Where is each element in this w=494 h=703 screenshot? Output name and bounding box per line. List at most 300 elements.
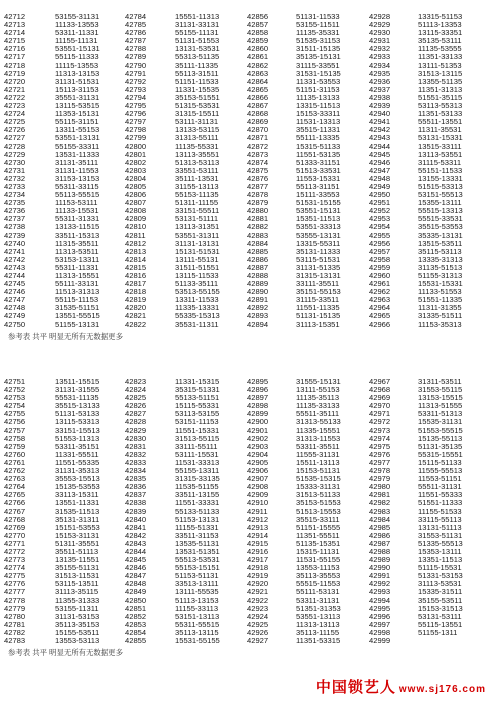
- table-cell: 51135-15351: [296, 539, 341, 548]
- table-cell: 35515-13133: [55, 402, 100, 411]
- table-cell: 11551-15331: [175, 426, 220, 435]
- table-cell: 53551-13131: [55, 134, 100, 143]
- table-cell: 35131-11333: [296, 247, 341, 256]
- table-cell: 42864: [247, 77, 269, 86]
- table-cell: 35153-51551: [175, 93, 220, 102]
- table-cell: 42860: [247, 45, 269, 54]
- table-cell: 42838: [125, 499, 147, 508]
- table-cell: 42946: [369, 158, 391, 167]
- table-cell: 35151-55153: [296, 288, 341, 297]
- table-cell: 11513-31313: [55, 288, 100, 297]
- table-cell: 42712: [4, 13, 26, 21]
- table-cell: 42799: [125, 134, 147, 143]
- table-cell: 31131-35111: [55, 158, 99, 167]
- table-cell: 42814: [125, 255, 147, 264]
- table-cell: 31313-11553: [296, 434, 341, 443]
- table-cell: 33151-15513: [55, 426, 100, 435]
- table-cell: 15113-31153: [55, 85, 99, 94]
- table-cell: 15153-51131: [296, 467, 341, 476]
- table-cell: 51333-31151: [296, 158, 341, 167]
- table-cell: 42968: [369, 386, 391, 395]
- table-cell: 42928: [369, 13, 391, 21]
- table-cell: 33511-15313: [55, 231, 100, 240]
- table-cell: 15153-33311: [296, 110, 341, 119]
- table-cell: 11313-51555: [418, 402, 463, 411]
- table-cell: 55515-11553: [296, 580, 341, 589]
- table-cell: 11531-33313: [175, 458, 220, 467]
- table-cell: 53311-31131: [296, 596, 340, 605]
- table-cell: 42835: [125, 475, 147, 484]
- table-cell: 11335-15551: [296, 426, 341, 435]
- table-cell: 42720: [4, 77, 26, 86]
- table-cell: 42730: [4, 158, 26, 167]
- table-cell: 53151-13113: [175, 612, 220, 621]
- table-cell: 35131-31311: [55, 515, 100, 524]
- table-cell: 53155-11311: [55, 604, 99, 613]
- table-cell: 42909: [247, 491, 269, 500]
- upper-caption: 参考表 共平 明显无所有无数据更多: [8, 331, 123, 341]
- table-cell: 31131-35313: [55, 467, 100, 476]
- table-cell: 42771: [4, 539, 26, 548]
- table-cell: 15333-31131: [296, 483, 341, 492]
- table-cell: 53311-35511: [296, 442, 340, 451]
- table-cell: 42786: [125, 29, 147, 38]
- table-cell: 42933: [369, 53, 391, 62]
- table-cell: 42891: [247, 296, 269, 305]
- table-cell: 13111-55131: [175, 255, 219, 264]
- table-cell: 42845: [125, 556, 147, 565]
- table-cell: 53115-13511: [55, 580, 99, 589]
- table-cell: 42935: [369, 69, 391, 78]
- table-cell: 42807: [125, 199, 147, 208]
- table-cell: 42997: [369, 620, 391, 629]
- table-cell: 53151-55513: [418, 191, 463, 200]
- table-cell: 53551-31311: [175, 231, 220, 240]
- table-cell: 11331-53553: [296, 77, 341, 86]
- table-cell: 42763: [4, 475, 26, 484]
- table-cell: 42713: [4, 21, 26, 30]
- table-cell: 42886: [247, 255, 269, 264]
- table-cell: 42902: [247, 434, 269, 443]
- table-cell: 42760: [4, 450, 26, 459]
- table-cell: 42751: [4, 378, 26, 386]
- table-cell: 42779: [4, 604, 26, 613]
- table-cell: 31513-55115: [175, 434, 220, 443]
- table-cell: 55115-11153: [55, 296, 99, 305]
- table-cell: 55313-51135: [175, 53, 220, 62]
- table-cell: 15111-33553: [296, 191, 340, 200]
- table-cell: 11135-33133: [296, 402, 340, 411]
- table-cell: 42775: [4, 572, 26, 581]
- table-cell: 53131-53111: [418, 612, 462, 621]
- table-cell: 55311-33115: [55, 182, 99, 191]
- table-cell: 35113-35153: [55, 620, 100, 629]
- table-cell: 42764: [4, 483, 26, 492]
- table-cell: 42816: [125, 272, 147, 280]
- table-cell: 11153-35313: [418, 320, 462, 329]
- table-cell: 42871: [247, 134, 269, 143]
- table-cell: 42918: [247, 564, 269, 573]
- table-cell: 42798: [125, 126, 147, 135]
- table-cell: 42901: [247, 426, 269, 435]
- table-cell: 42840: [125, 515, 147, 524]
- table-cell: 33151-55511: [175, 207, 220, 216]
- table-cell: 35153-51553: [296, 499, 341, 508]
- table-cell: 11135-35331: [296, 29, 340, 38]
- table-cell: 13113-35551: [175, 150, 220, 159]
- table-cell: 42953: [369, 215, 391, 224]
- table-cell: 42726: [4, 126, 26, 135]
- table-cell: 42756: [4, 418, 26, 427]
- table-cell: 42801: [125, 150, 147, 159]
- table-cell: 42879: [247, 199, 269, 208]
- table-cell: 15151-53553: [55, 523, 100, 532]
- table-cell: 55531-11135: [55, 394, 99, 403]
- table-cell: 31131-33131: [175, 21, 220, 30]
- table-cell: 42939: [369, 102, 391, 111]
- table-cell: 53153-13311: [55, 255, 100, 264]
- table-cell: 42792: [125, 77, 147, 86]
- table-cell: 42905: [247, 458, 269, 467]
- table-cell: 42995: [369, 604, 391, 613]
- table-cell: 31313-55133: [296, 418, 341, 427]
- table-cell: 42800: [125, 142, 147, 151]
- table-cell: 11313-53511: [55, 247, 99, 256]
- table-cell: 11535-51155: [175, 483, 219, 492]
- table-cell: 31535-51151: [55, 304, 100, 313]
- table-cell: 42950: [369, 191, 391, 200]
- table-cell: 42867: [247, 102, 269, 111]
- table-cell: 55155-33311: [55, 142, 100, 151]
- table-cell: 42993: [369, 588, 391, 597]
- table-cell: 11351-53315: [296, 637, 341, 645]
- table-cell: 42972: [369, 418, 391, 427]
- table-cell: 42822: [125, 320, 147, 329]
- table-cell: 35515-53553: [418, 223, 463, 232]
- table-cell: 15551-11313: [175, 13, 220, 21]
- table-cell: 31155-13113: [175, 182, 219, 191]
- table-cell: 42820: [125, 304, 147, 313]
- table-cell: 42914: [247, 531, 269, 540]
- table-cell: 42745: [4, 280, 26, 289]
- table-cell: 42733: [4, 182, 26, 191]
- table-cell: 11353-15131: [55, 110, 100, 119]
- table-cell: 42791: [125, 69, 147, 78]
- table-cell: 31513-51133: [296, 491, 341, 500]
- table-cell: 42734: [4, 191, 26, 200]
- table-cell: [418, 637, 488, 645]
- table-cell: 42778: [4, 596, 26, 605]
- table-cell: 42727: [4, 134, 26, 143]
- table-cell: 11551-55333: [418, 491, 463, 500]
- upper-index-column-2: [125, 13, 175, 329]
- table-cell: 42797: [125, 118, 147, 127]
- table-cell: 42989: [369, 556, 391, 565]
- table-cell: 42747: [4, 296, 26, 305]
- table-cell: 55113-31151: [296, 182, 340, 191]
- table-cell: 13551-11331: [55, 499, 100, 508]
- table-cell: 42900: [247, 418, 269, 427]
- table-cell: 35113-13115: [175, 628, 219, 637]
- table-cell: 11153-53111: [55, 199, 98, 208]
- table-cell: 55133-51151: [175, 394, 220, 403]
- table-cell: 42943: [369, 134, 391, 143]
- table-cell: 42732: [4, 174, 26, 183]
- table-cell: 51131-15135: [296, 312, 341, 321]
- table-cell: 42858: [247, 29, 269, 38]
- table-cell: 42752: [4, 386, 26, 395]
- table-cell: 42887: [247, 263, 269, 272]
- table-cell: 15531-15331: [418, 280, 463, 289]
- table-cell: 13133-53115: [175, 126, 220, 135]
- lower-code-column-2: [175, 378, 247, 645]
- table-cell: 42979: [369, 475, 391, 484]
- table-cell: 42770: [4, 531, 26, 540]
- table-cell: 51313-53113: [175, 158, 220, 167]
- table-cell: 11551-11335: [296, 304, 340, 313]
- table-cell: 42985: [369, 523, 391, 532]
- table-cell: 53113-53155: [175, 410, 220, 419]
- table-cell: 51151-11533: [175, 77, 219, 86]
- table-cell: 51535-15315: [296, 475, 341, 484]
- table-cell: 42821: [125, 312, 147, 321]
- table-cell: 51553-11313: [55, 434, 100, 443]
- table-cell: 42976: [369, 450, 391, 459]
- table-cell: 51335-55513: [418, 539, 463, 548]
- table-cell: 55115-13551: [418, 620, 463, 629]
- table-cell: 13115-33351: [418, 29, 463, 38]
- table-cell: 55155-11131: [175, 29, 219, 38]
- table-cell: 15315-11131: [296, 547, 340, 556]
- table-cell: 42988: [369, 547, 391, 556]
- table-cell: 42836: [125, 483, 147, 492]
- table-cell: 42818: [125, 288, 147, 297]
- lower-code-column-4: [418, 378, 488, 645]
- table-cell: 42870: [247, 126, 269, 135]
- table-cell: 35155-51131: [55, 564, 100, 573]
- table-cell: 42757: [4, 426, 26, 435]
- table-cell: 42977: [369, 458, 391, 467]
- table-cell: 42724: [4, 110, 26, 119]
- table-cell: 42865: [247, 85, 269, 94]
- lower-grid: [4, 378, 492, 645]
- table-cell: 42897: [247, 394, 269, 403]
- table-cell: 42861: [247, 53, 269, 62]
- table-cell: 42862: [247, 61, 269, 70]
- table-cell: 35113-11155: [296, 628, 340, 637]
- table-cell: 55155-13311: [175, 467, 220, 476]
- table-cell: 42830: [125, 434, 147, 443]
- table-cell: 42929: [369, 21, 391, 30]
- table-cell: 11555-55513: [418, 467, 463, 476]
- table-cell: 42783: [4, 637, 26, 645]
- lower-index-column-3: [247, 378, 296, 645]
- table-cell: 15351-11513: [296, 215, 341, 224]
- table-cell: 42759: [4, 442, 26, 451]
- table-cell: 42913: [247, 523, 269, 532]
- table-cell: 13315-11513: [296, 102, 341, 111]
- table-cell: 51131-11533: [296, 13, 340, 21]
- table-cell: 42863: [247, 69, 269, 78]
- table-cell: 11351-53133: [418, 110, 463, 119]
- table-cell: 42755: [4, 410, 26, 419]
- table-cell: 42785: [125, 21, 147, 30]
- table-cell: 42951: [369, 199, 391, 208]
- table-cell: 42777: [4, 588, 26, 597]
- site-watermark: [316, 676, 486, 697]
- table-cell: 42716: [4, 45, 26, 54]
- table-cell: 42970: [369, 402, 391, 411]
- table-cell: 42947: [369, 166, 391, 175]
- table-cell: 13515-53511: [418, 239, 463, 248]
- table-cell: 42958: [369, 255, 391, 264]
- table-cell: 42990: [369, 564, 391, 573]
- table-cell: 42982: [369, 499, 391, 508]
- table-cell: 55311-55515: [175, 620, 220, 629]
- table-cell: 13311-55153: [55, 126, 100, 135]
- table-cell: 11311-31355: [418, 304, 462, 313]
- table-cell: 11331-55511: [55, 450, 99, 459]
- table-cell: 35111-13531: [175, 174, 219, 183]
- table-cell: 35553-15513: [55, 475, 100, 484]
- table-cell: 42750: [4, 320, 26, 329]
- table-cell: 51151-15555: [296, 523, 341, 532]
- table-cell: 42981: [369, 491, 391, 500]
- table-cell: 42761: [4, 458, 26, 467]
- table-cell: 31153-13153: [55, 174, 100, 183]
- table-cell: 13115-11533: [175, 272, 219, 280]
- table-cell: 11155-33113: [175, 604, 219, 613]
- table-cell: 53111-31131: [175, 118, 219, 127]
- table-cell: 11135-53555: [418, 45, 462, 54]
- table-cell: 42776: [4, 580, 26, 589]
- table-cell: 55515-33531: [418, 215, 463, 224]
- table-cell: 11531-55155: [296, 556, 341, 565]
- table-cell: 51551-35115: [418, 93, 463, 102]
- upper-code-column-4: [418, 13, 488, 329]
- number-table-upper: [4, 13, 492, 342]
- table-cell: 42945: [369, 150, 391, 159]
- table-cell: 42825: [125, 394, 147, 403]
- table-cell: 42890: [247, 288, 269, 297]
- table-cell: 42974: [369, 434, 391, 443]
- table-cell: 42744: [4, 272, 26, 280]
- table-cell: 13515-33111: [418, 142, 462, 151]
- table-cell: 51131-51553: [175, 37, 220, 46]
- table-cell: 42844: [125, 547, 147, 556]
- table-cell: 42841: [125, 523, 147, 532]
- table-cell: 42923: [247, 604, 269, 613]
- table-cell: 42788: [125, 45, 147, 54]
- table-cell: 13355-51135: [418, 77, 463, 86]
- table-cell: 55153-11135: [175, 191, 219, 200]
- table-cell: 51155-13131: [55, 320, 100, 329]
- table-cell: 42735: [4, 199, 26, 208]
- table-cell: 51551-11333: [418, 499, 463, 508]
- table-cell: 55511-13551: [418, 118, 463, 127]
- table-cell: 42880: [247, 207, 269, 216]
- table-cell: 42815: [125, 263, 147, 272]
- table-cell: 51551-11335: [418, 296, 463, 305]
- table-cell: 42817: [125, 280, 147, 289]
- table-cell: 42930: [369, 29, 391, 38]
- table-cell: 55153-15151: [175, 564, 220, 573]
- table-cell: 42965: [369, 312, 391, 321]
- table-cell: 42740: [4, 239, 26, 248]
- watermark-url: www.sj176.com: [398, 684, 486, 695]
- table-cell: 53311-35151: [55, 442, 100, 451]
- table-cell: 42728: [4, 142, 26, 151]
- table-cell: 42714: [4, 29, 26, 38]
- table-cell: 42769: [4, 523, 26, 532]
- table-cell: 13335-31313: [418, 255, 463, 264]
- table-cell: 42948: [369, 174, 391, 183]
- table-cell: 42768: [4, 515, 26, 524]
- table-cell: 31531-15135: [296, 69, 341, 78]
- table-cell: 42852: [125, 612, 147, 621]
- table-cell: 42736: [4, 207, 26, 216]
- table-cell: 42872: [247, 142, 269, 151]
- table-cell: 42942: [369, 126, 391, 135]
- table-cell: 42823: [125, 378, 147, 386]
- table-cell: 51535-31153: [296, 37, 341, 46]
- table-cell: 42960: [369, 272, 391, 280]
- table-cell: 51515-53313: [418, 182, 463, 191]
- table-cell: 15131-51531: [175, 247, 220, 256]
- table-cell: 42892: [247, 304, 269, 313]
- table-cell: 42847: [125, 572, 147, 581]
- table-cell: 13553-11153: [296, 564, 340, 573]
- table-cell: 51155-31313: [418, 272, 463, 280]
- table-cell: 51151-31153: [296, 85, 340, 94]
- table-cell: 31115-33511: [296, 296, 340, 305]
- table-cell: 55311-31331: [55, 215, 100, 224]
- table-cell: 33511-31153: [175, 531, 219, 540]
- table-cell: 42859: [247, 37, 269, 46]
- table-cell: 11551-55335: [55, 458, 100, 467]
- table-cell: 42895: [247, 378, 269, 386]
- table-cell: 42762: [4, 467, 26, 476]
- table-cell: 55511-31131: [418, 483, 462, 492]
- table-cell: 42857: [247, 21, 269, 30]
- lower-caption: 参考表 共平 明显无所有无数据更多: [8, 648, 123, 658]
- table-cell: 15135-53553: [55, 483, 100, 492]
- table-cell: 55115-11333: [55, 53, 99, 62]
- table-cell: 31131-11553: [55, 166, 99, 175]
- table-cell: 42973: [369, 426, 391, 435]
- table-cell: 13315-51153: [418, 13, 463, 21]
- table-cell: 31311-53511: [418, 378, 462, 386]
- table-cell: 13153-15515: [418, 394, 463, 403]
- table-cell: 35335-13131: [418, 231, 463, 240]
- table-cell: 42731: [4, 166, 26, 175]
- table-cell: 53551-13113: [296, 612, 341, 621]
- table-cell: 42882: [247, 223, 269, 232]
- table-cell: 51311-35551: [55, 539, 100, 548]
- table-cell: 42898: [247, 402, 269, 411]
- table-cell: 51133-35111: [175, 280, 219, 289]
- table-cell: 42810: [125, 223, 147, 232]
- table-cell: 42969: [369, 394, 391, 403]
- table-cell: 11351-55511: [296, 531, 340, 540]
- table-cell: 51513-33531: [296, 166, 341, 175]
- table-cell: 42854: [125, 628, 147, 637]
- table-cell: 42957: [369, 247, 391, 256]
- table-cell: 13351-11513: [418, 556, 463, 565]
- table-cell: 31513-11531: [55, 572, 100, 581]
- table-cell: 42803: [125, 166, 147, 175]
- table-cell: 31513-13115: [418, 69, 463, 78]
